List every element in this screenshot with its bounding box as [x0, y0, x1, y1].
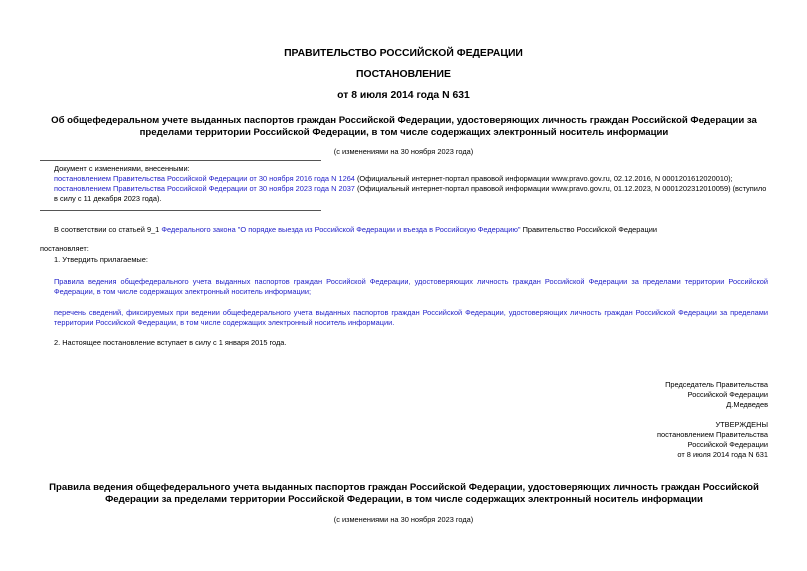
amendment-item	[54, 174, 768, 184]
approved-line: Российской Федерации	[687, 440, 768, 449]
item-1-text: 1. Утвердить прилагаемые:	[54, 255, 148, 264]
changes-note: (с изменениями на 30 ноября 2023 года)	[333, 147, 474, 156]
signature-block	[468, 380, 768, 410]
resolves-text: постановляет:	[40, 244, 89, 253]
amendment-text: (Официальный интернет-портал правовой информации www.pravo.gov.ru, 01.12.2023, N 0001202312010059) (вступило в силу с 11 декабря 2023 года).	[54, 184, 767, 203]
approved-line: УТВЕРЖДЕНЫ	[715, 420, 768, 429]
document-title: Об общефедеральном учете выданных паспортов граждан Российской Федерации, удостоверяющих личность граждан Российской Федерации за пределами территории Российской Федерации, в том числе содержащих электронный носитель информации	[51, 115, 757, 138]
date-number-heading: от 8 июля 2014 года N 631	[337, 90, 470, 101]
approved-block	[468, 420, 768, 460]
amendments-intro: Документ с изменениями, внесенными:	[54, 164, 190, 173]
org-heading: ПРАВИТЕЛЬСТВО РОССИЙСКОЙ ФЕДЕРАЦИИ	[284, 48, 523, 59]
rules-changes-note: (с изменениями на 30 ноября 2023 года)	[333, 515, 474, 524]
legal-basis-suffix: Правительство Российской Федерации	[520, 225, 657, 234]
signature-name: Д.Медведев	[726, 400, 768, 409]
divider-bottom	[40, 210, 321, 211]
federal-law-link[interactable]: Федерального закона "О порядке выезда из Российской Федерации и въезда в Российскую Федерацию"	[161, 225, 521, 234]
amendment-text: (Официальный интернет-портал правовой информации www.pravo.gov.ru, 02.12.2016, N 0001201612020010);	[354, 174, 733, 183]
legal-basis-prefix: В соответствии со статьей 9_1	[54, 225, 162, 234]
approved-line: постановлением Правительства	[657, 430, 768, 439]
item-2-text: 2. Настоящее постановление вступает в силу с 1 января 2015 года.	[54, 338, 287, 347]
amendment-item	[54, 184, 768, 204]
approved-line: от 8 июля 2014 года N 631	[677, 450, 768, 459]
rules-link[interactable]: Правила ведения общефедерального учета выданных паспортов граждан Российской Федерации, удостоверяющих личность граждан Российской Федерации за пределами территории Российской Федерации, в том числе содержащих электронный носитель информации;	[54, 277, 768, 296]
divider-top	[40, 160, 321, 161]
signature-line: Председатель Правительства	[665, 380, 768, 389]
rules-title: Правила ведения общефедерального учета выданных паспортов граждан Российской Федерации, удостоверяющих личность граждан Российской Федерации за пределами территории Российской Федерации, в том числе содержащих электронный носитель информации	[49, 482, 759, 505]
legal-basis	[54, 225, 768, 235]
doc-type-heading: ПОСТАНОВЛЕНИЕ	[356, 69, 451, 80]
amendments-block	[54, 164, 768, 204]
list-link[interactable]: перечень сведений, фиксируемых при ведении общефедерального учета выданных паспортов граждан Российской Федерации, удостоверяющих личность граждан Российской Федерации за пределами территории Российской Федерации, в том числе содержащих электронный носитель информации.	[54, 308, 768, 327]
amendment-link-2016[interactable]: постановлением Правительства Российской Федерации от 30 ноября 2016 года N 1264	[54, 174, 355, 183]
signature-line: Российской Федерации	[687, 390, 768, 399]
amendment-link-2023[interactable]: постановлением Правительства Российской Федерации от 30 ноября 2023 года N 2037	[54, 184, 355, 193]
